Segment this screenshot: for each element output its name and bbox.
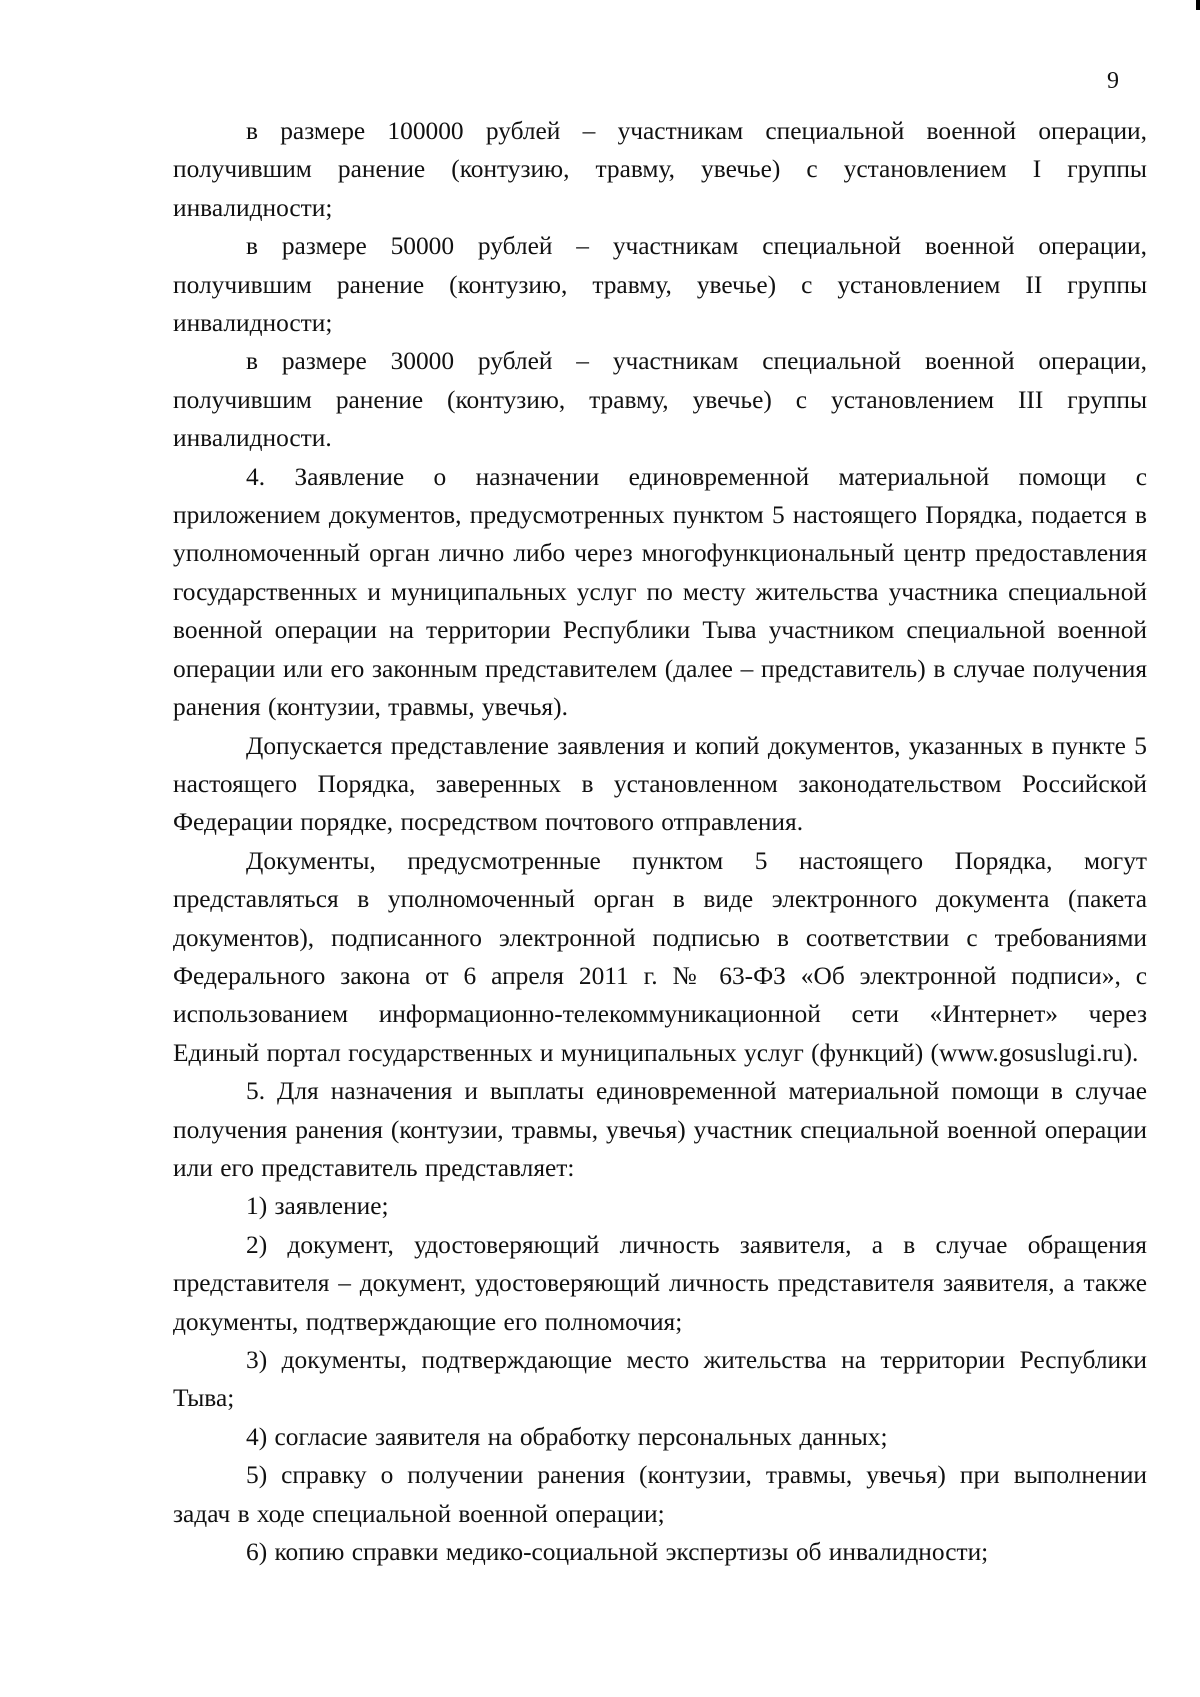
paragraph-postal-submission: Допускается представление заявления и копий документов, указанных в пункте 5 настоящего Порядка, заверенных в установленном законодательством Российской Федерации порядке, посредством почтового отправления. bbox=[173, 731, 1147, 837]
list-item-2: 2) документ, удостоверяющий личность заявителя, а в случае обращения представителя – документ, удостоверяющий личность представителя заявителя, а также документы, подтверждающие его полномочия; bbox=[173, 1230, 1147, 1336]
document-body bbox=[173, 112, 1147, 1571]
list-item-5: 5) справку о получении ранения (контузии, травмы, увечья) при выполнении задач в ходе специальной военной операции; bbox=[173, 1461, 1147, 1528]
page-number: 9 bbox=[1107, 68, 1119, 94]
paragraph-clause-5: 5. Для назначения и выплаты единовременной материальной помощи в случае получения ранения (контузии, травмы, увечья) участник специальной военной операции или его представитель представляет: bbox=[173, 1077, 1147, 1182]
paragraph-clause-4: 4. Заявление о назначении единовременной материальной помощи с приложением документов, предусмотренных пунктом 5 настоящего Порядка, подается в уполномоченный орган лично либо через многофункциональный центр предоставления государственных и муниципальных услуг по месту жительства участника специальной военной операции на территории Республики Тыва участником специальной военной операции или его законным представителем (далее – представитель) в случае получения ранения (контузии, травмы, увечья). bbox=[173, 462, 1147, 722]
paragraph-payment-group-3: в размере 30000 рублей – участникам специальной военной операции, получившим ранение (контузию, травму, увечье) с установлением III группы инвалидности. bbox=[173, 347, 1147, 453]
scan-edge-mark bbox=[1196, 0, 1200, 10]
list-item-4: 4) согласие заявителя на обработку персональных данных; bbox=[246, 1422, 888, 1451]
paragraph-electronic-submission: Документы, предусмотренные пунктом 5 настоящего Порядка, могут представляться в уполномоченный орган в виде электронного документа (пакета документов), подписанного электронной подписью в соответствии с требованиями Федерального закона от 6 апреля 2011 г. № 63-ФЗ «Об электронной подписи», с использованием информационно-телекоммуникационной сети «Интернет» через Единый портал государственных и муниципальных услуг (функций) (www.gosuslugi.ru). bbox=[173, 846, 1147, 1067]
list-item-1: 1) заявление; bbox=[246, 1192, 389, 1221]
paragraph-payment-group-2: в размере 50000 рублей – участникам специальной военной операции, получившим ранение (контузию, травму, увечье) с установлением II группы инвалидности; bbox=[173, 232, 1147, 338]
paragraph-payment-group-1: в размере 100000 рублей – участникам специальной военной операции, получившим ранение (контузию, травму, увечье) с установлением I группы инвалидности; bbox=[173, 117, 1147, 222]
list-item-6: 6) копию справки медико-социальной экспертизы об инвалидности; bbox=[246, 1538, 989, 1567]
list-item-3: 3) документы, подтверждающие место жительства на территории Республики Тыва; bbox=[173, 1346, 1147, 1413]
